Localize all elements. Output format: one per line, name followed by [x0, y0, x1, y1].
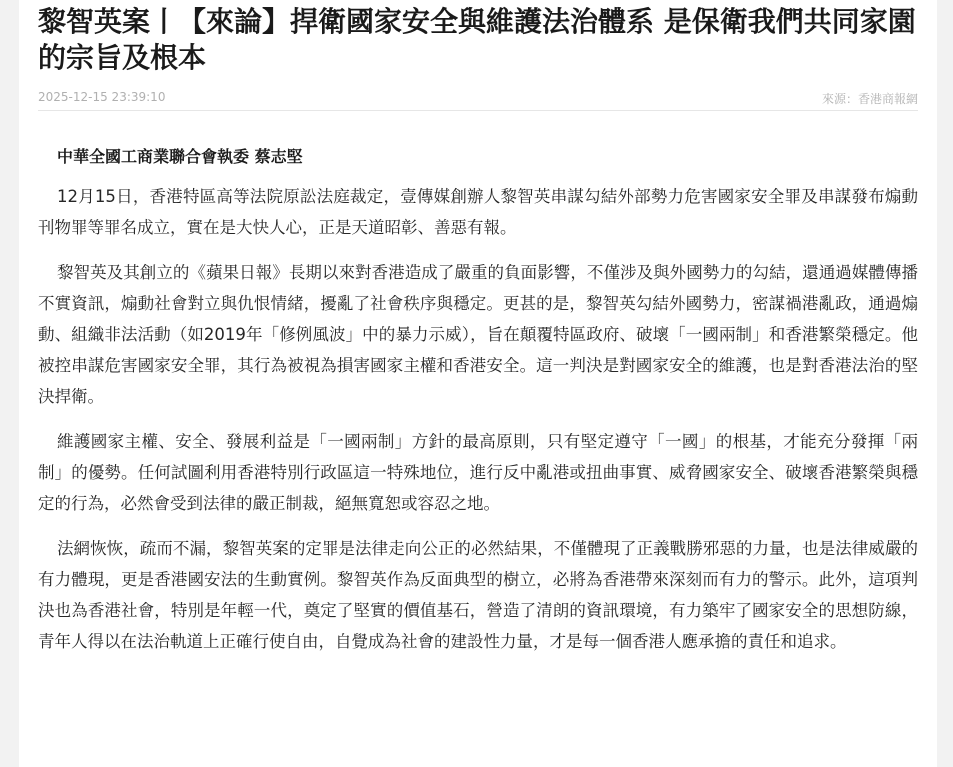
- article-meta: [38, 88, 918, 111]
- article-paragraph: 黎智英及其創立的《蘋果日報》長期以來對香港造成了嚴重的負面影響，不僅涉及與外國勢力的勾結，還通過媒體傳播不實資訊，煽動社會對立與仇恨情緒，擾亂了社會秩序與穩定。更甚的是，黎智英勾結外國勢力，密謀禍港亂政，通過煽動、組織非法活動（如2019年「修例風波」中的暴力示威），旨在顛覆特區政府、破壞「一國兩制」和香港繁榮穩定。他被控串謀危害國家安全罪，其行為被視為損害國家主權和香港安全。這一判決是對國家安全的維護，也是對香港法治的堅決捍衛。: [38, 263, 918, 406]
- article-source: 來源：香港商報網: [821, 92, 918, 106]
- article-byline: 中華全國工商業聯合會執委 蔡志堅: [57, 147, 303, 166]
- publish-date: 2025-12-15 23:39:10: [38, 90, 166, 104]
- article-title: 黎智英案丨【來論】捍衛國家安全與維護法治體系 是保衛我們共同家園的宗旨及根本: [38, 5, 916, 74]
- article-page: [19, 0, 937, 767]
- article-paragraph: 12月15日，香港特區高等法院原訟法庭裁定，壹傳媒創辦人黎智英串謀勾結外部勢力危害國家安全罪及串謀發布煽動刊物罪等罪名成立，實在是大快人心，正是天道昭彰、善惡有報。: [38, 187, 918, 237]
- article-paragraph: 法網恢恢，疏而不漏，黎智英案的定罪是法律走向公正的必然結果，不僅體現了正義戰勝邪惡的力量，也是法律威嚴的有力體現，更是香港國安法的生動實例。黎智英作為反面典型的樹立，必將為香港帶來深刻而有力的警示。此外，這項判決也為香港社會，特別是年輕一代，奠定了堅實的價值基石，營造了清朗的資訊環境，有力築牢了國家安全的思想防線，青年人得以在法治軌道上正確行使自由，自覺成為社會的建設性力量，才是每一個香港人應承擔的責任和追求。: [38, 539, 918, 651]
- article-content: [38, 0, 918, 657]
- article-paragraph: 維護國家主權、安全、發展利益是「一國兩制」方針的最高原則，只有堅定遵守「一國」的根基，才能充分發揮「兩制」的優勢。任何試圖利用香港特別行政區這一特殊地位，進行反中亂港或扭曲事實、威脅國家安全、破壞香港繁榮與穩定的行為，必然會受到法律的嚴正制裁，絕無寬恕或容忍之地。: [38, 432, 918, 513]
